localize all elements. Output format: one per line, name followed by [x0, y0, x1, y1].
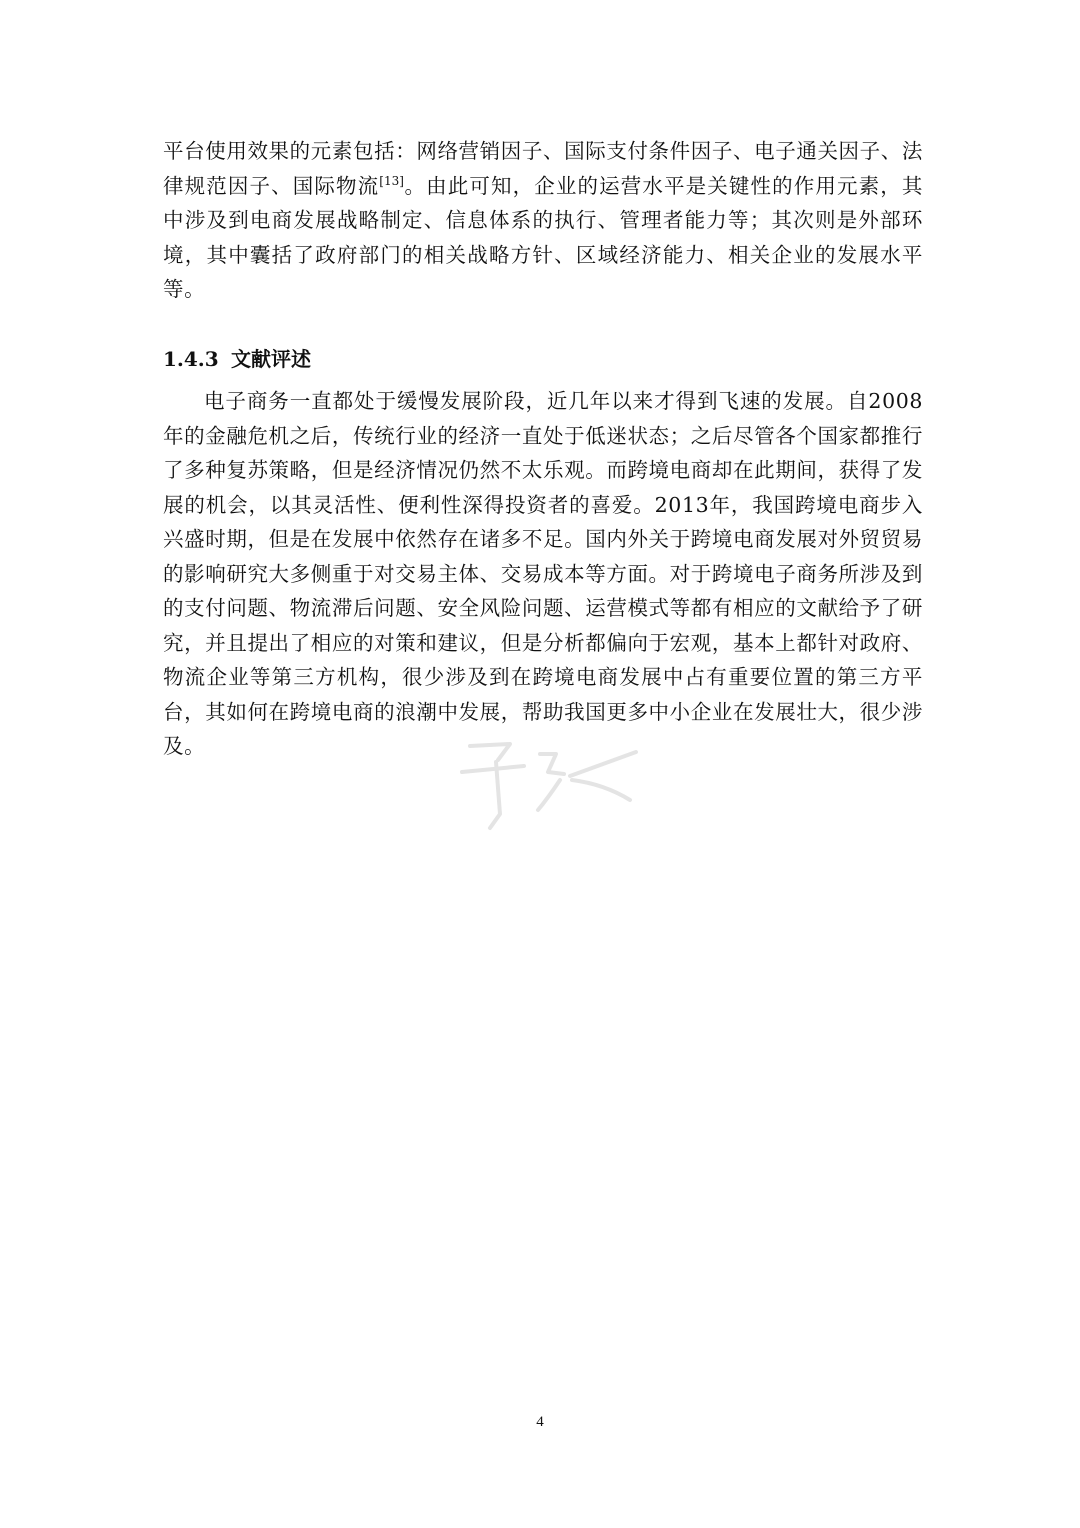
watermark-signature	[452, 724, 652, 844]
page-number: 4	[536, 1414, 544, 1430]
section-title: 文献评述	[231, 347, 311, 371]
section-number: 1.4.3	[163, 347, 219, 371]
body-paragraph	[163, 134, 923, 307]
paragraph-text: 平台使用效果的元素包括：网络营销因子、国际支付条件因子、电子通关因子、法律规范因子、国际物流	[163, 139, 923, 198]
paragraph-text-continued: 。由此可知，企业的运营水平是关键性的作用元素，其中涉及到电商发展战略制定、信息体系的执行、管理者能力等；其次则是外部环境，其中囊括了政府部门的相关战略方针、区域经济能力、相关企业的发展水平等。	[163, 173, 923, 301]
citation-reference: [13]	[379, 173, 404, 188]
section-heading	[163, 342, 311, 376]
literature-review-paragraph: 电子商务一直都处于缓慢发展阶段，近几年以来才得到飞速的发展。自2008年的金融危机之后，传统行业的经济一直处于低迷状态；之后尽管各个国家都推行了多种复苏策略，但是经济情况仍然不太乐观。而跨境电商却在此期间，获得了发展的机会，以其灵活性、便利性深得投资者的喜爱。2013年，我国跨境电商步入兴盛时期，但是在发展中依然存在诸多不足。国内外关于跨境电商发展对外贸贸易的影响研究大多侧重于对交易主体、交易成本等方面。对于跨境电子商务所涉及到的支付问题、物流滞后问题、安全风险问题、运营模式等都有相应的文献给予了研究，并且提出了相应的对策和建议，但是分析都偏向于宏观，基本上都针对政府、物流企业等第三方机构，很少涉及到在跨境电商发展中占有重要位置的第三方平台，其如何在跨境电商的浪潮中发展，帮助我国更多中小企业在发展壮大，很少涉及。	[163, 389, 923, 758]
